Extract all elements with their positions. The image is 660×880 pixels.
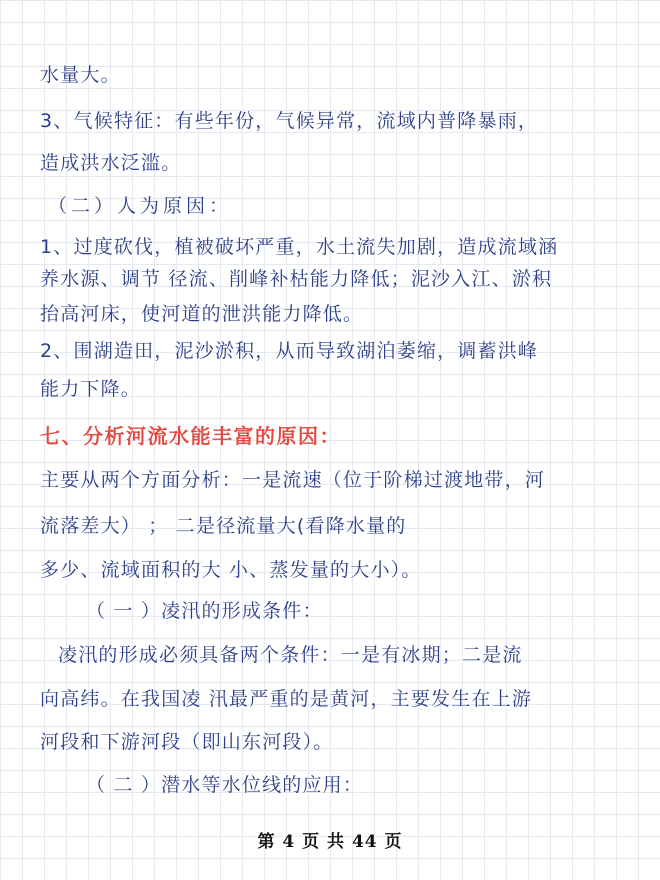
text-line: 1、过度砍伐，植被破坏严重，水土流失加剧，造成流域涵	[40, 236, 559, 258]
text-line: 主要从两个方面分析：一是流速（位于阶梯过渡地带，河	[40, 469, 546, 491]
page-number: 第 4 页 共 44 页	[257, 832, 403, 852]
text-line: 多少、流域面积的大 小、蒸发量的大小）。	[40, 559, 422, 581]
text-line: 能力下降。	[40, 378, 142, 400]
section-heading: 七、分析河流水能丰富的原因：	[40, 424, 341, 448]
section-subheading: （ 一 ）凌汛的形成条件：	[86, 600, 323, 622]
text-line: 凌汛的形成必须具备两个条件：一是有冰期；二是流	[58, 644, 523, 666]
section-subheading: （ 二 ）潜水等水位线的应用：	[86, 774, 364, 796]
text-line: 造成洪水泛滥。	[40, 152, 182, 174]
text-line: 河段和下游河段（即山东河段）。	[40, 731, 334, 753]
text-line: 抬高河床，使河道的泄洪能力降低。	[40, 303, 364, 325]
text-line: 水量大。	[40, 64, 121, 86]
text-line: 3、气候特征：有些年份，气候异常，流域内普降暴雨，	[40, 110, 539, 132]
text-line: 向高纬。在我国凌 汛最严重的是黄河，主要发生在上游	[40, 688, 533, 710]
text-line: 流落差大） ； 二是径流量大(看降水量的	[40, 515, 407, 537]
section-subheading: （二）人为原因：	[48, 195, 233, 217]
text-line: 养水源、调节 径流、削峰补枯能力降低；泥沙入江、淤积	[40, 268, 553, 290]
text-line: 2、围湖造田，泥沙淤积，从而导致湖泊萎缩，调蓄洪峰	[40, 340, 539, 362]
